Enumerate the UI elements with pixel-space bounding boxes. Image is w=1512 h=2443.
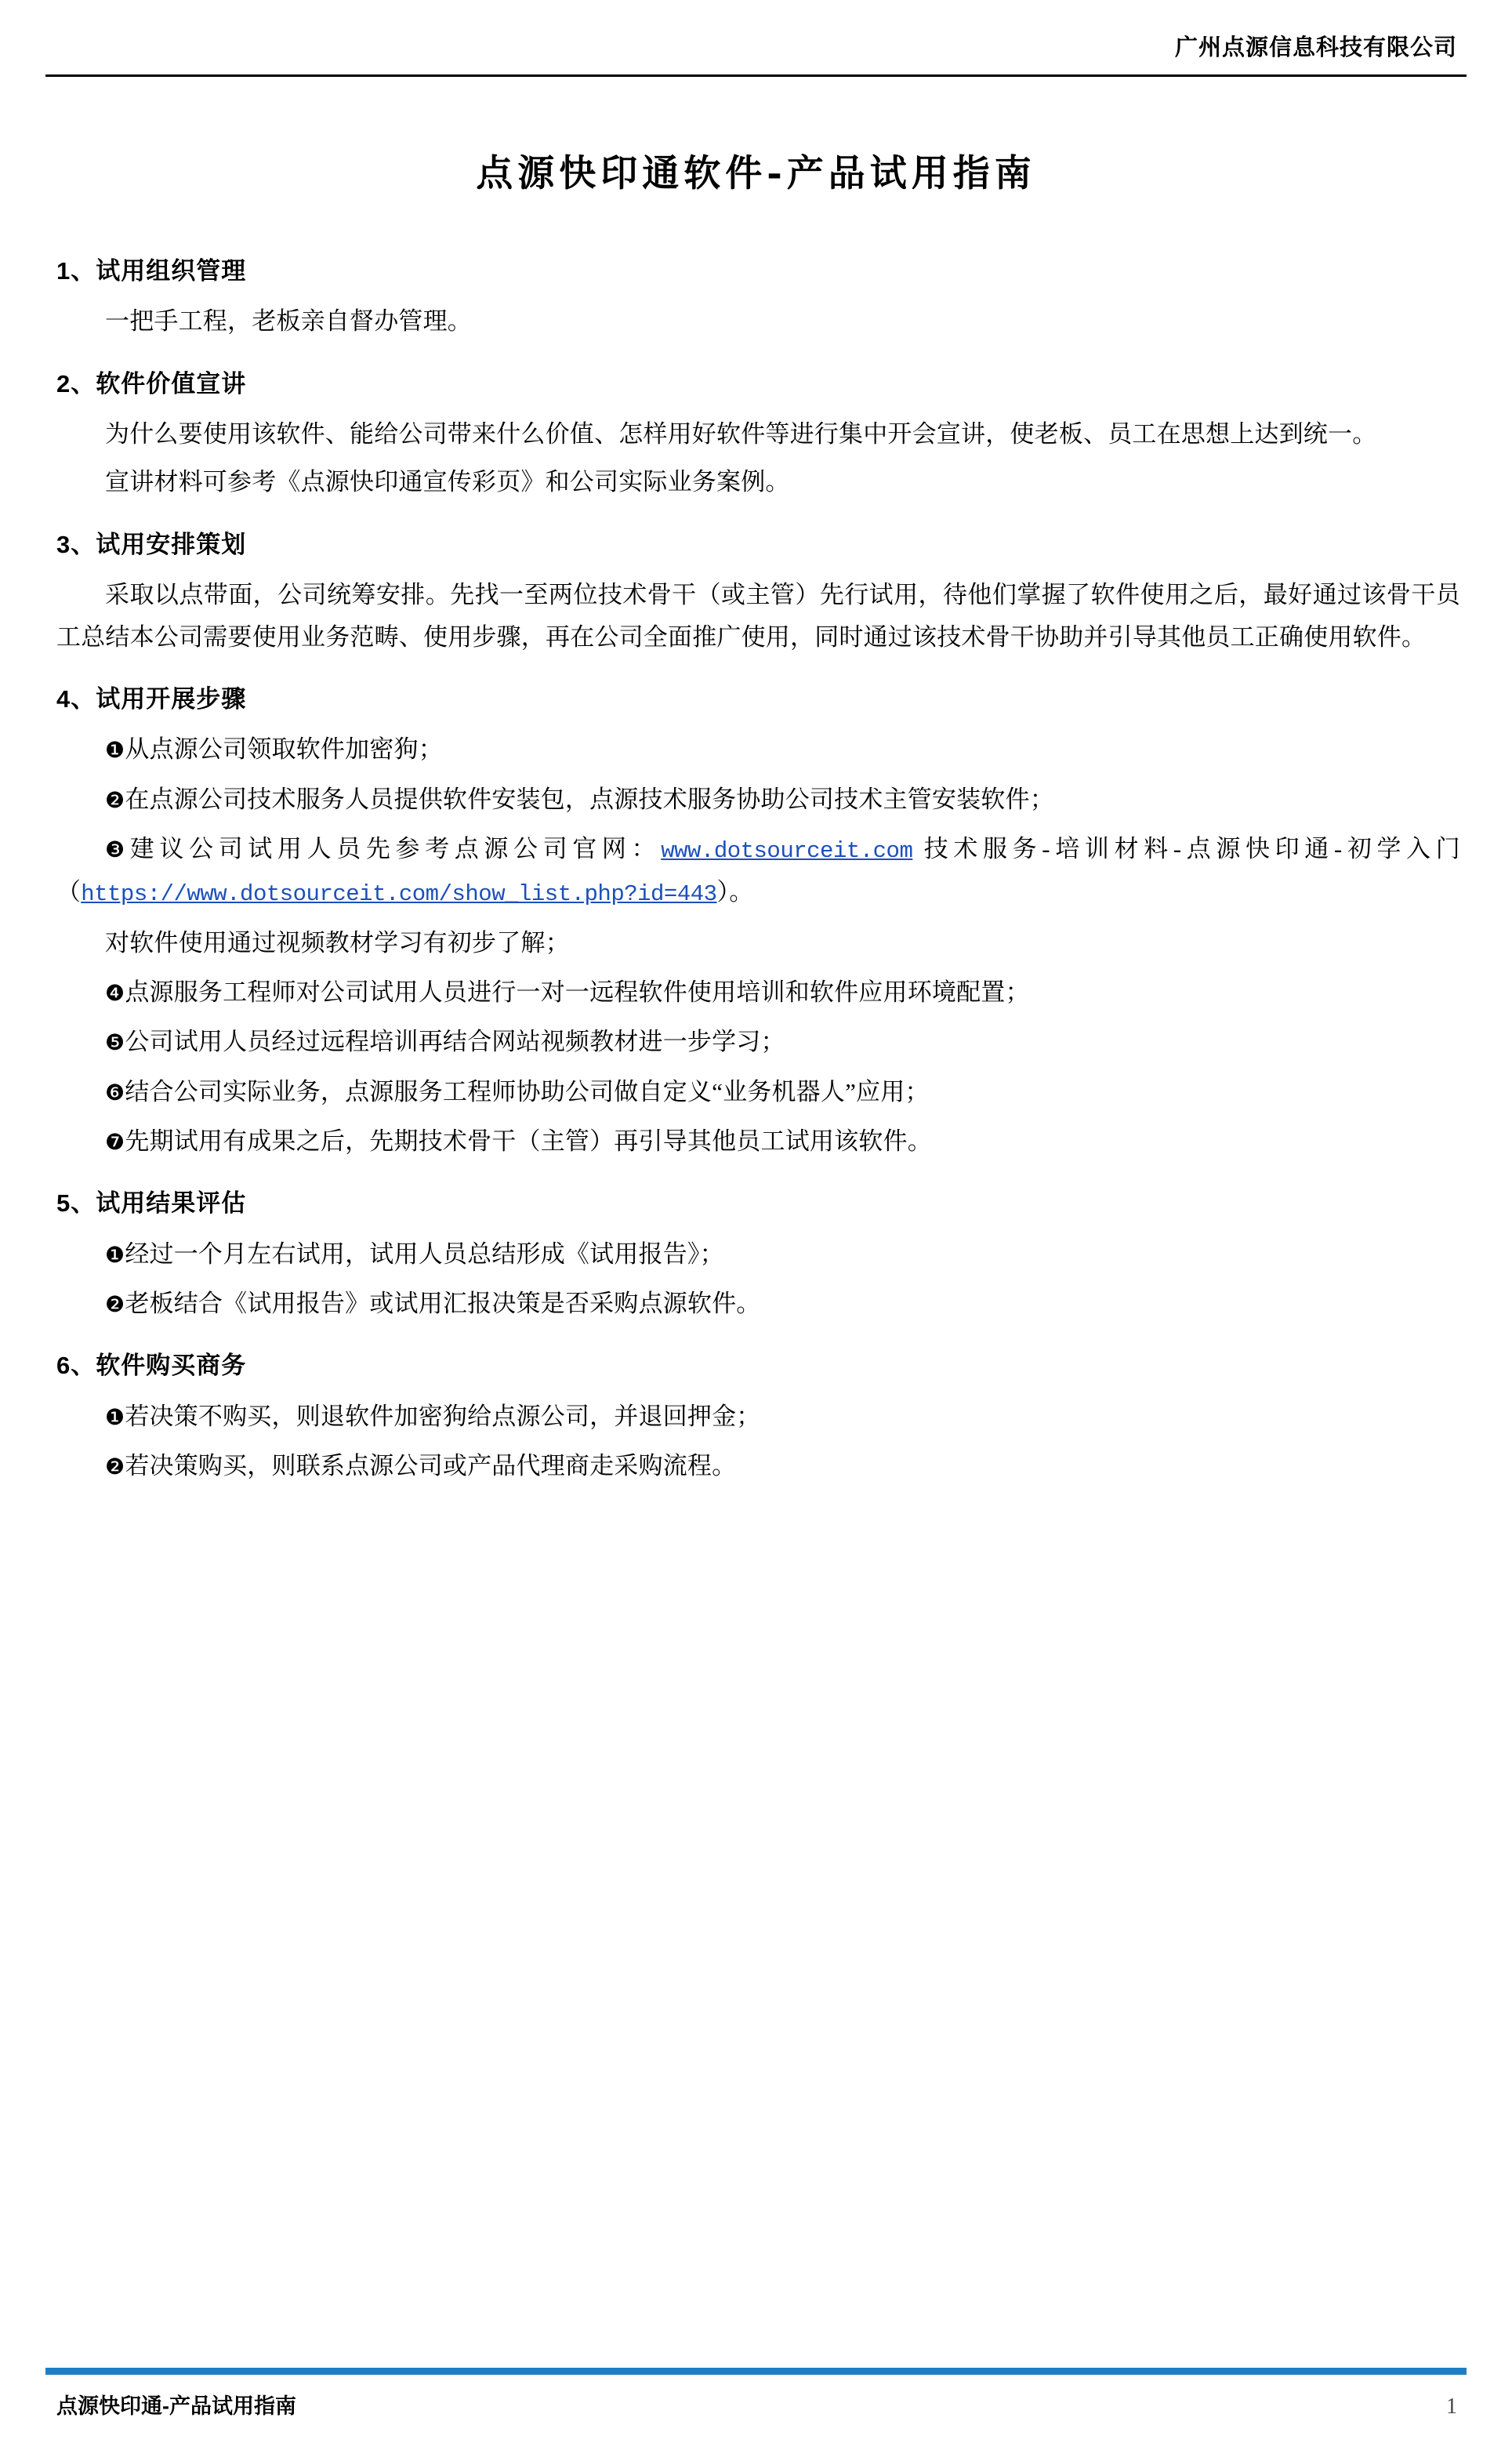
list-item: [56, 1021, 1460, 1062]
bullet-marker: ❶: [105, 1241, 125, 1268]
list-item-text: 先期试用有成果之后，先期技术骨干（主管）再引导其他员工试用该软件。: [125, 1127, 932, 1155]
list-item-text: 若决策不购买，则退软件加密狗给点源公司，并退回押金；: [125, 1402, 761, 1430]
section-1-paragraph-1: 一把手工程，老板亲自督办管理。: [105, 307, 472, 336]
section-heading-6: 6、软件购买商务: [56, 1352, 247, 1380]
bullet-marker: ❷: [105, 1291, 125, 1318]
document-body: [0, 253, 1512, 1487]
header-divider: [45, 74, 1467, 77]
document-footer: [0, 2368, 1512, 2419]
list-item-text: 从点源公司领取软件加密狗；: [125, 735, 443, 764]
footer-title: 点源快印通-产品试用指南: [56, 2394, 296, 2418]
footer-divider: [45, 2368, 1467, 2375]
list-item: [56, 1071, 1460, 1113]
header-company-name: 广州点源信息科技有限公司: [1174, 35, 1457, 60]
document-header: [0, 0, 1512, 62]
bullet-marker: ❹: [105, 980, 125, 1007]
bullet-marker: ❸: [105, 836, 130, 862]
list-item-text: 公司试用人员经过远程培训再结合网站视频教材进一步学习；: [125, 1028, 785, 1056]
section-heading-2: 2、软件价值宣讲: [56, 369, 247, 397]
list-item-text: 结合公司实际业务，点源服务工程师协助公司做自定义“业务机器人”应用；: [125, 1077, 930, 1105]
section-heading-4: 4、试用开展步骤: [56, 684, 247, 713]
list-item: [56, 1233, 1460, 1275]
page-title: 点源快印通软件-产品试用指南: [476, 151, 1036, 195]
bullet-marker: ❶: [105, 1403, 125, 1430]
section-heading-3: 3、试用安排策划: [56, 530, 247, 558]
bullet-marker: ❶: [105, 737, 125, 764]
list-item: [56, 1396, 1460, 1437]
list-item-suffix-text: ）。: [716, 877, 754, 906]
list-item-text: 在点源公司技术服务人员提供软件安装包，点源技术服务协助公司技术主管安装软件；: [125, 785, 1054, 813]
section-2-paragraph-1: 为什么要使用该软件、能给公司带来什么价值、怎样用好软件等进行集中开会宣讲，使老板、员工在思想上达到统一。: [105, 420, 1377, 448]
list-item: [56, 1120, 1460, 1162]
list-item-text: 若决策购买，则联系点源公司或产品代理商走采购流程。: [125, 1452, 737, 1480]
list-item: [56, 779, 1460, 820]
list-item-text: 对软件使用通过视频教材学习有初步了解；: [105, 928, 570, 957]
list-item: [56, 922, 1460, 964]
list-item: [56, 728, 1460, 770]
bullet-marker: ❻: [105, 1079, 125, 1105]
dotsourceit-website-link[interactable]: www.dotsourceit.com: [661, 837, 913, 864]
show-list-page-link[interactable]: https://www.dotsourceit.com/show_list.php?id=443: [81, 880, 717, 907]
page-number: 1: [1446, 2394, 1457, 2419]
section-heading-1: 1、试用组织管理: [56, 256, 247, 285]
list-item: [56, 1283, 1460, 1324]
bullet-marker: ❷: [105, 1454, 125, 1480]
list-item: [56, 1445, 1460, 1486]
section-heading-5: 5、试用结果评估: [56, 1189, 247, 1218]
list-item-text: 经过一个月左右试用，试用人员总结形成《试用报告》；: [125, 1240, 724, 1268]
list-item: [56, 971, 1460, 1013]
bullet-marker: ❺: [105, 1029, 125, 1056]
bullet-marker: ❼: [105, 1128, 125, 1155]
footer-row: [56, 2389, 1457, 2419]
section-2-paragraph-2: 宣讲材料可参考《点源快印通宣传彩页》和公司实际业务案例。: [105, 468, 790, 496]
list-item-with-links: [56, 828, 1460, 914]
bullet-marker: ❷: [105, 786, 125, 813]
list-item-middle-text: 技术服务-培训材料-点源快印通-初学入门（: [56, 834, 1460, 906]
section-3-paragraph-1: 采取以点带面，公司统筹安排。先找一至两位技术骨干（或主管）先行试用，待他们掌握了软件使用之后，最好通过该骨干员工总结本公司需要使用业务范畴、使用步骤，再在公司全面推广使用，同时通过该技术骨干协助并引导其他员工正确使用软件。: [56, 581, 1460, 651]
list-item-text: 老板结合《试用报告》或试用汇报决策是否采购点源软件。: [125, 1290, 761, 1318]
list-item-text: 点源服务工程师对公司试用人员进行一对一远程软件使用培训和软件应用环境配置；: [125, 978, 1030, 1007]
list-item-prefix-text: 建议公司试用人员先参考点源公司官网：: [129, 834, 662, 862]
